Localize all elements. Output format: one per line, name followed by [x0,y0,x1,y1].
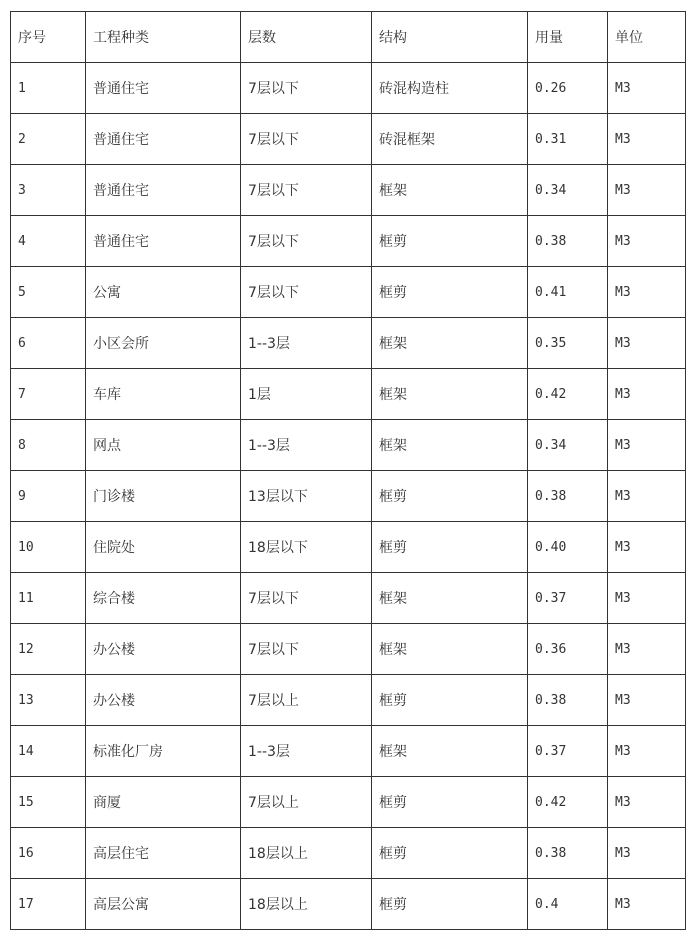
table-row [11,471,686,522]
floors-cell: 7层以下 [241,216,372,267]
usage-cell: 0.42 [528,369,608,420]
row-index-cell: 11 [11,573,86,624]
structure-cell: 框剪 [372,471,528,522]
usage-cell: 0.37 [528,726,608,777]
usage-cell: 0.38 [528,216,608,267]
unit-cell: M3 [608,165,686,216]
row-index-cell: 7 [11,369,86,420]
structure-cell: 框架 [372,420,528,471]
header-cell-usage: 用量 [528,12,608,63]
table-row [11,369,686,420]
project-type-cell: 车库 [86,369,241,420]
table-row [11,624,686,675]
project-type-cell: 综合楼 [86,573,241,624]
header-cell-floors: 层数 [241,12,372,63]
data-table-container [10,11,686,930]
unit-cell: M3 [608,522,686,573]
floors-cell: 7层以下 [241,624,372,675]
unit-cell: M3 [608,828,686,879]
usage-cell: 0.37 [528,573,608,624]
structure-cell: 框剪 [372,675,528,726]
table-row [11,777,686,828]
row-index-cell: 6 [11,318,86,369]
header-cell-unit: 单位 [608,12,686,63]
usage-cell: 0.31 [528,114,608,165]
project-type-cell: 普通住宅 [86,63,241,114]
unit-cell: M3 [608,879,686,930]
usage-cell: 0.41 [528,267,608,318]
project-type-cell: 普通住宅 [86,114,241,165]
row-index-cell: 14 [11,726,86,777]
usage-cell: 0.34 [528,420,608,471]
structure-cell: 框架 [372,369,528,420]
usage-cell: 0.34 [528,165,608,216]
header-cell-index: 序号 [11,12,86,63]
usage-cell: 0.4 [528,879,608,930]
structure-cell: 框剪 [372,522,528,573]
row-index-cell: 12 [11,624,86,675]
header-cell-project-type: 工程种类 [86,12,241,63]
usage-cell: 0.42 [528,777,608,828]
unit-cell: M3 [608,114,686,165]
structure-cell: 框架 [372,624,528,675]
structure-cell: 框剪 [372,216,528,267]
row-index-cell: 4 [11,216,86,267]
table-row [11,879,686,930]
table-row [11,420,686,471]
unit-cell: M3 [608,726,686,777]
structure-cell: 框架 [372,165,528,216]
project-type-cell: 办公楼 [86,675,241,726]
table-row [11,216,686,267]
table-header-row [11,12,686,63]
usage-cell: 0.36 [528,624,608,675]
floors-cell: 7层以下 [241,63,372,114]
floors-cell: 1--3层 [241,726,372,777]
unit-cell: M3 [608,267,686,318]
table-row [11,318,686,369]
project-type-cell: 标准化厂房 [86,726,241,777]
row-index-cell: 1 [11,63,86,114]
unit-cell: M3 [608,420,686,471]
usage-cell: 0.38 [528,471,608,522]
row-index-cell: 10 [11,522,86,573]
floors-cell: 1层 [241,369,372,420]
usage-cell: 0.38 [528,675,608,726]
unit-cell: M3 [608,573,686,624]
structure-cell: 框架 [372,726,528,777]
floors-cell: 18层以下 [241,522,372,573]
table-body [11,63,686,930]
floors-cell: 7层以下 [241,114,372,165]
engineering-usage-table [10,11,686,930]
table-row [11,165,686,216]
project-type-cell: 商厦 [86,777,241,828]
unit-cell: M3 [608,318,686,369]
structure-cell: 砖混框架 [372,114,528,165]
row-index-cell: 17 [11,879,86,930]
floors-cell: 7层以上 [241,777,372,828]
usage-cell: 0.26 [528,63,608,114]
table-row [11,114,686,165]
usage-cell: 0.40 [528,522,608,573]
table-row [11,828,686,879]
project-type-cell: 门诊楼 [86,471,241,522]
structure-cell: 框架 [372,573,528,624]
structure-cell: 框剪 [372,777,528,828]
header-cell-structure: 结构 [372,12,528,63]
unit-cell: M3 [608,777,686,828]
table-row [11,63,686,114]
unit-cell: M3 [608,675,686,726]
unit-cell: M3 [608,624,686,675]
structure-cell: 框架 [372,318,528,369]
table-row [11,726,686,777]
row-index-cell: 2 [11,114,86,165]
structure-cell: 砖混构造柱 [372,63,528,114]
table-row [11,573,686,624]
project-type-cell: 小区会所 [86,318,241,369]
row-index-cell: 8 [11,420,86,471]
row-index-cell: 5 [11,267,86,318]
unit-cell: M3 [608,216,686,267]
project-type-cell: 高层住宅 [86,828,241,879]
structure-cell: 框剪 [372,267,528,318]
project-type-cell: 普通住宅 [86,216,241,267]
project-type-cell: 办公楼 [86,624,241,675]
project-type-cell: 高层公寓 [86,879,241,930]
floors-cell: 7层以下 [241,267,372,318]
usage-cell: 0.35 [528,318,608,369]
row-index-cell: 15 [11,777,86,828]
floors-cell: 18层以上 [241,828,372,879]
project-type-cell: 普通住宅 [86,165,241,216]
floors-cell: 7层以上 [241,675,372,726]
row-index-cell: 16 [11,828,86,879]
floors-cell: 18层以上 [241,879,372,930]
structure-cell: 框剪 [372,828,528,879]
unit-cell: M3 [608,369,686,420]
floors-cell: 13层以下 [241,471,372,522]
usage-cell: 0.38 [528,828,608,879]
project-type-cell: 网点 [86,420,241,471]
floors-cell: 7层以下 [241,573,372,624]
floors-cell: 1--3层 [241,420,372,471]
floors-cell: 1--3层 [241,318,372,369]
table-row [11,522,686,573]
floors-cell: 7层以下 [241,165,372,216]
structure-cell: 框剪 [372,879,528,930]
project-type-cell: 住院处 [86,522,241,573]
unit-cell: M3 [608,63,686,114]
table-row [11,675,686,726]
row-index-cell: 13 [11,675,86,726]
row-index-cell: 9 [11,471,86,522]
table-row [11,267,686,318]
unit-cell: M3 [608,471,686,522]
row-index-cell: 3 [11,165,86,216]
project-type-cell: 公寓 [86,267,241,318]
